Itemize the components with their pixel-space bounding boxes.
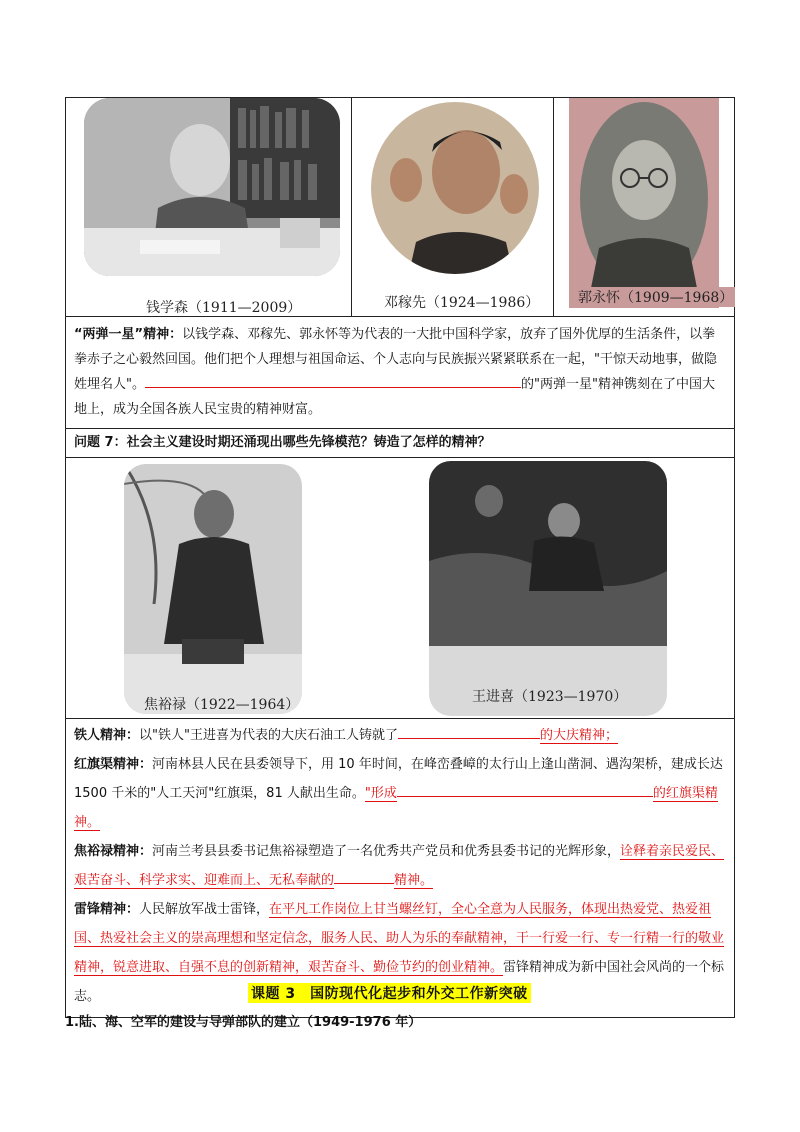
photo-qian-xuesen bbox=[80, 98, 344, 276]
two-bombs-blank bbox=[145, 373, 521, 388]
iron-blank bbox=[398, 724, 540, 739]
red-flag-canal-spirit: 红旗渠精神：河南林县人民在县委领导下，用 10 年时间，在峰峦叠嶂的太行山上逢山凿洞、遇沟架桥，建成长达 1500 千米的"人工天河"红旗渠，81 人献出生命。"形成 的红旗渠精神。 bbox=[74, 757, 723, 830]
photo-deng-jiaxian bbox=[366, 102, 544, 286]
jiao-blank bbox=[334, 869, 394, 884]
jiao-yulu-spirit: 焦裕禄精神：河南兰考县县委书记焦裕禄塑造了一名优秀共产党员和优秀县委书记的光辉形象，诠释着亲民爱民、艰苦奋斗、科学求实、迎难而上、无私奉献的 精神。 bbox=[74, 844, 725, 888]
two-bombs-spirit-cell bbox=[66, 317, 734, 429]
caption-jiao-yulu: 焦裕禄（1922—1964） bbox=[144, 697, 300, 713]
two-bombs-tail: 的"两弹一星"精神镌刻在了中国大地上，成为全国各族人民宝贵的精神财富。 bbox=[74, 377, 715, 417]
model-workers-photo-row bbox=[66, 458, 734, 719]
section-title: 1.陆、海、空军的建设与导弹部队的建立（1949-1976 年） bbox=[65, 1015, 422, 1030]
content-table bbox=[65, 97, 735, 1018]
caption-deng-jiaxian: 邓稼先（1924—1986） bbox=[384, 295, 540, 311]
iron-man-spirit: 铁人精神：以"铁人"王进喜为代表的大庆石油工人铸就了 的大庆精神； bbox=[74, 721, 726, 750]
lei-feng-spirit: 雷锋精神：人民解放军战士雷锋，在平凡工作岗位上甘当螺丝钉，全心全意为人民服务，体现出热爱党、热爱祖国、热爱社会主义的崇高理想和坚定信念，服务人民、助人为乐的奉献精神，干一行爱一行、专一行精一行的敬业精神，锐意进取、自强不息的创新精神，艰苦奋斗、勤俭节约的创业精神。雷锋精神成为新中国社会风尚的一个标志。 bbox=[74, 902, 725, 1004]
scientists-photo-row bbox=[66, 98, 734, 317]
lesson-title: 课题 3 国防现代化起步和外交工作新突破 bbox=[248, 983, 531, 1003]
red-flag-blank bbox=[397, 782, 653, 797]
photo-guo-yonghuai bbox=[569, 98, 719, 308]
two-bombs-title: “两弹一星”精神： bbox=[74, 327, 183, 342]
caption-guo-yonghuai: 郭永怀（1909—1968） bbox=[576, 287, 735, 307]
two-bombs-body: 以钱学森、邓稼先、郭永怀等为代表的一大批中国科学家，放弃了国外优厚的生活条件，以拳拳赤子之心毅然回国。他们把个人理想与祖国命运、个人志向与民族振兴紧紧联系在一起，"干惊天动地事，做隐姓埋名人"。 bbox=[74, 327, 717, 392]
photo-wang-jinxi bbox=[429, 461, 667, 716]
caption-qian-xuesen: 钱学森（1911—2009） bbox=[146, 300, 302, 316]
spirits-cell bbox=[66, 719, 734, 1017]
caption-wang-jinxi: 王进喜（1923—1970） bbox=[472, 689, 628, 705]
photo-jiao-yulu bbox=[124, 464, 302, 714]
question-7: 问题 7：社会主义建设时期还涌现出哪些先锋模范？铸造了怎样的精神？ bbox=[66, 429, 734, 458]
